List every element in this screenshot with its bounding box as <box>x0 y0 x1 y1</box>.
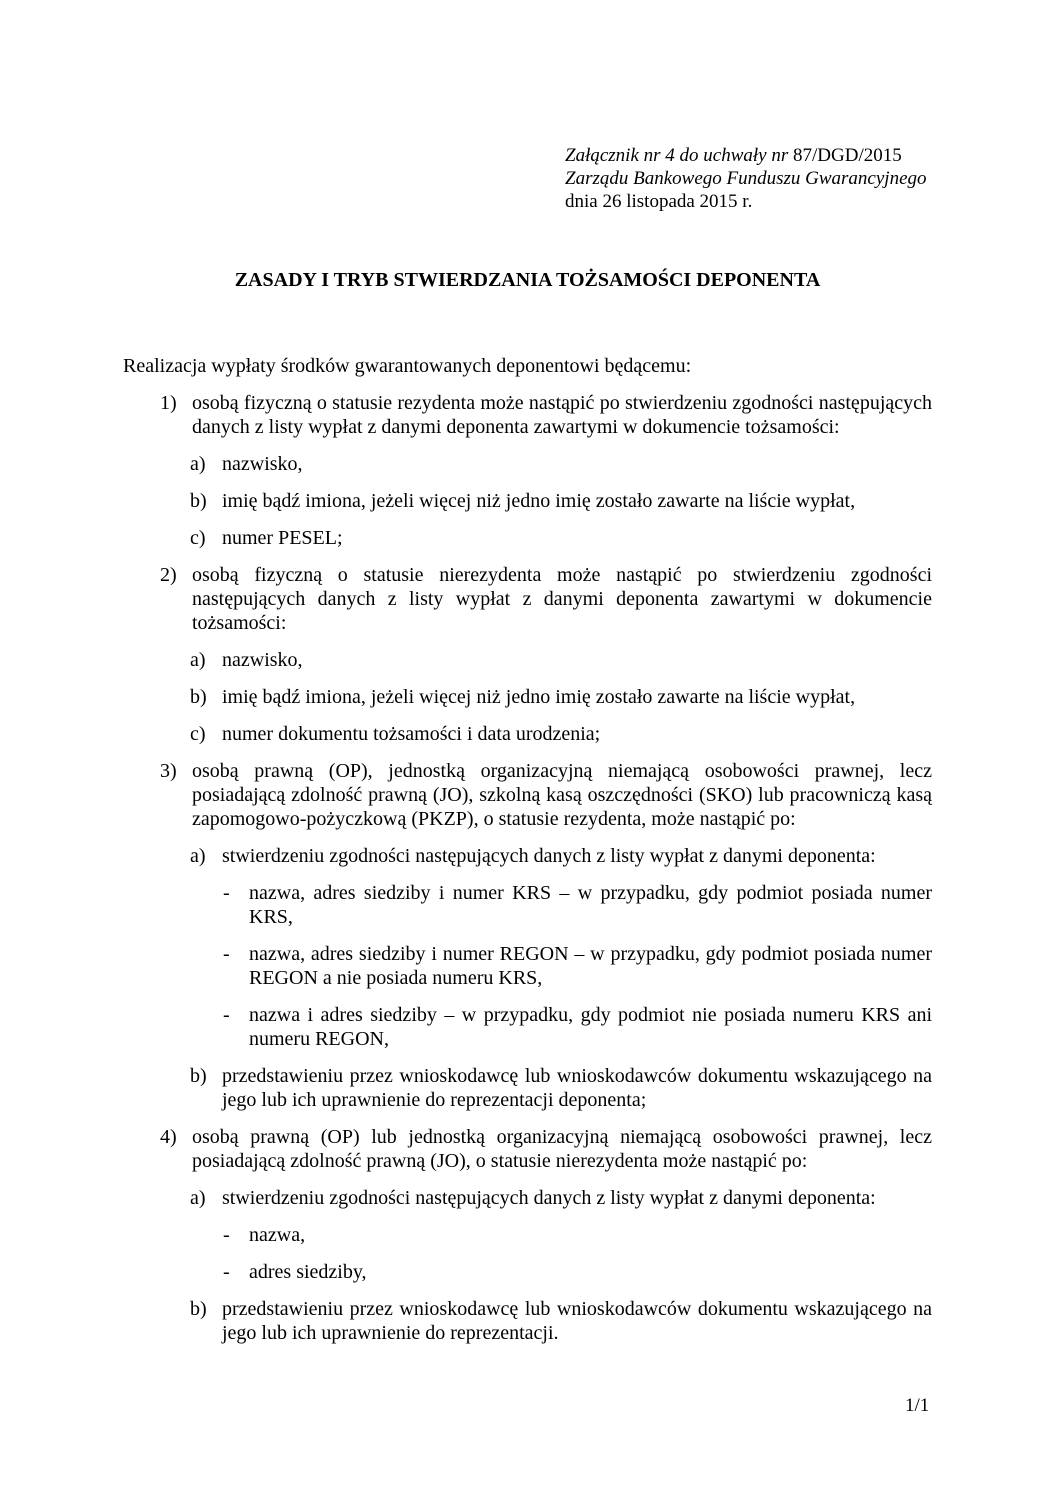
item-4b-marker: b) <box>190 1298 207 1320</box>
item-4a <box>123 1186 932 1210</box>
page-number: 1/1 <box>905 1395 930 1416</box>
item-3a-dash-3 <box>123 1003 932 1051</box>
item-2b-text: imię bądź imiona, jeżeli więcej niż jedno imię zostało zawarte na liście wypłat, <box>222 686 856 708</box>
attachment-reference-text: Załącznik nr 4 do uchwały nr <box>565 145 793 166</box>
item-1b <box>123 489 932 513</box>
item-1-text: osobą fizyczną o statusie rezydenta może nastąpić po stwierdzeniu zgodności następujących danych z listy wypłat z danymi deponenta zawartymi w dokumencie tożsamości: <box>192 392 932 438</box>
item-2b-marker: b) <box>190 686 207 708</box>
item-2c <box>123 722 932 746</box>
item-4b-text: przedstawieniu przez wnioskodawcę lub wnioskodawców dokumentu wskazującego na jego lub ich uprawnienie do reprezentacji. <box>222 1298 932 1344</box>
item-4 <box>123 1125 932 1173</box>
item-3a-dash-3-marker: - <box>223 1004 230 1026</box>
item-4a-dash-1 <box>123 1223 932 1247</box>
item-1a <box>123 452 932 476</box>
item-1c <box>123 526 932 550</box>
item-4a-dash-2-marker: - <box>223 1261 230 1283</box>
item-4b <box>123 1297 932 1345</box>
item-2 <box>123 563 932 635</box>
item-3a-marker: a) <box>190 845 206 867</box>
item-4a-marker: a) <box>190 1187 206 1209</box>
item-4a-dash-1-text: nazwa, <box>249 1224 306 1246</box>
item-3b-text: przedstawieniu przez wnioskodawcę lub wnioskodawców dokumentu wskazującego na jego lub ich uprawnienie do reprezentacji deponenta; <box>222 1065 932 1111</box>
item-3-marker: 3) <box>160 760 177 782</box>
item-4a-dash-1-marker: - <box>223 1224 230 1246</box>
item-1b-marker: b) <box>190 490 207 512</box>
resolution-number: 87/DGD/2015 <box>793 145 902 166</box>
document-title: ZASADY I TRYB STWIERDZANIA TOŻSAMOŚCI DEPONENTA <box>234 269 821 291</box>
attachment-header <box>565 144 932 213</box>
item-1c-marker: c) <box>190 527 206 549</box>
item-4-text: osobą prawną (OP) lub jednostką organizacyjną niemającą osobowości prawnej, lecz posiadającą zdolność prawną (JO), o statusie nierezydenta może nastąpić po: <box>192 1126 932 1172</box>
item-3a-dash-1-marker: - <box>223 882 230 904</box>
attachment-header-line-3: dnia 26 listopada 2015 r. <box>565 191 753 212</box>
item-4a-text: stwierdzeniu zgodności następujących danych z listy wypłat z danymi deponenta: <box>222 1187 876 1209</box>
item-1-marker: 1) <box>160 392 177 414</box>
item-3a-dash-3-text: nazwa i adres siedziby – w przypadku, gdy podmiot nie posiada numeru KRS ani numeru REGON, <box>249 1004 932 1050</box>
item-4-marker: 4) <box>160 1126 177 1148</box>
item-1b-text: imię bądź imiona, jeżeli więcej niż jedno imię zostało zawarte na liście wypłat, <box>222 490 856 512</box>
item-3a-dash-2-marker: - <box>223 943 230 965</box>
item-1a-text: nazwisko, <box>222 453 303 475</box>
item-3a-dash-2 <box>123 942 932 990</box>
item-3a-dash-2-text: nazwa, adres siedziby i numer REGON – w przypadku, gdy podmiot posiada numer REGON a nie posiada numeru KRS, <box>249 943 932 989</box>
item-4a-dash-2 <box>123 1260 932 1284</box>
item-2a-marker: a) <box>190 649 206 671</box>
item-2-text: osobą fizyczną o statusie nierezydenta może nastąpić po stwierdzeniu zgodności następujących danych z listy wypłat z danymi deponenta zawartymi w dokumencie tożsamości: <box>192 564 932 634</box>
item-1 <box>123 391 932 439</box>
attachment-header-line-1 <box>565 144 932 167</box>
item-3a <box>123 844 932 868</box>
item-4a-dash-2-text: adres siedziby, <box>249 1261 367 1283</box>
item-3b <box>123 1064 932 1112</box>
item-2a-text: nazwisko, <box>222 649 303 671</box>
document-content <box>123 0 932 1345</box>
item-3a-dash-1-text: nazwa, adres siedziby i numer KRS – w przypadku, gdy podmiot posiada numer KRS, <box>249 882 932 928</box>
attachment-header-line-2: Zarządu Bankowego Funduszu Gwarancyjnego <box>565 168 927 189</box>
item-2a <box>123 648 932 672</box>
conditions-list <box>123 391 932 1345</box>
item-3 <box>123 759 932 831</box>
item-3b-marker: b) <box>190 1065 207 1087</box>
item-3a-dash-1 <box>123 881 932 929</box>
item-3-text: osobą prawną (OP), jednostką organizacyjną niemającą osobowości prawnej, lecz posiadającą zdolność prawną (JO), szkolną kasą oszczędności (SKO) lub pracowniczą kasą zapomogowo-pożyczkową (PKZP), o statusie rezydenta, może nastąpić po: <box>192 760 932 830</box>
item-1a-marker: a) <box>190 453 206 475</box>
item-2c-text: numer dokumentu tożsamości i data urodzenia; <box>222 723 601 745</box>
item-2c-marker: c) <box>190 723 206 745</box>
item-3a-text: stwierdzeniu zgodności następujących danych z listy wypłat z danymi deponenta: <box>222 845 876 867</box>
item-2b <box>123 685 932 709</box>
item-1c-text: numer PESEL; <box>222 527 343 549</box>
intro-paragraph: Realizacja wypłaty środków gwarantowanych deponentowi będącemu: <box>123 355 692 377</box>
item-2-marker: 2) <box>160 564 177 586</box>
